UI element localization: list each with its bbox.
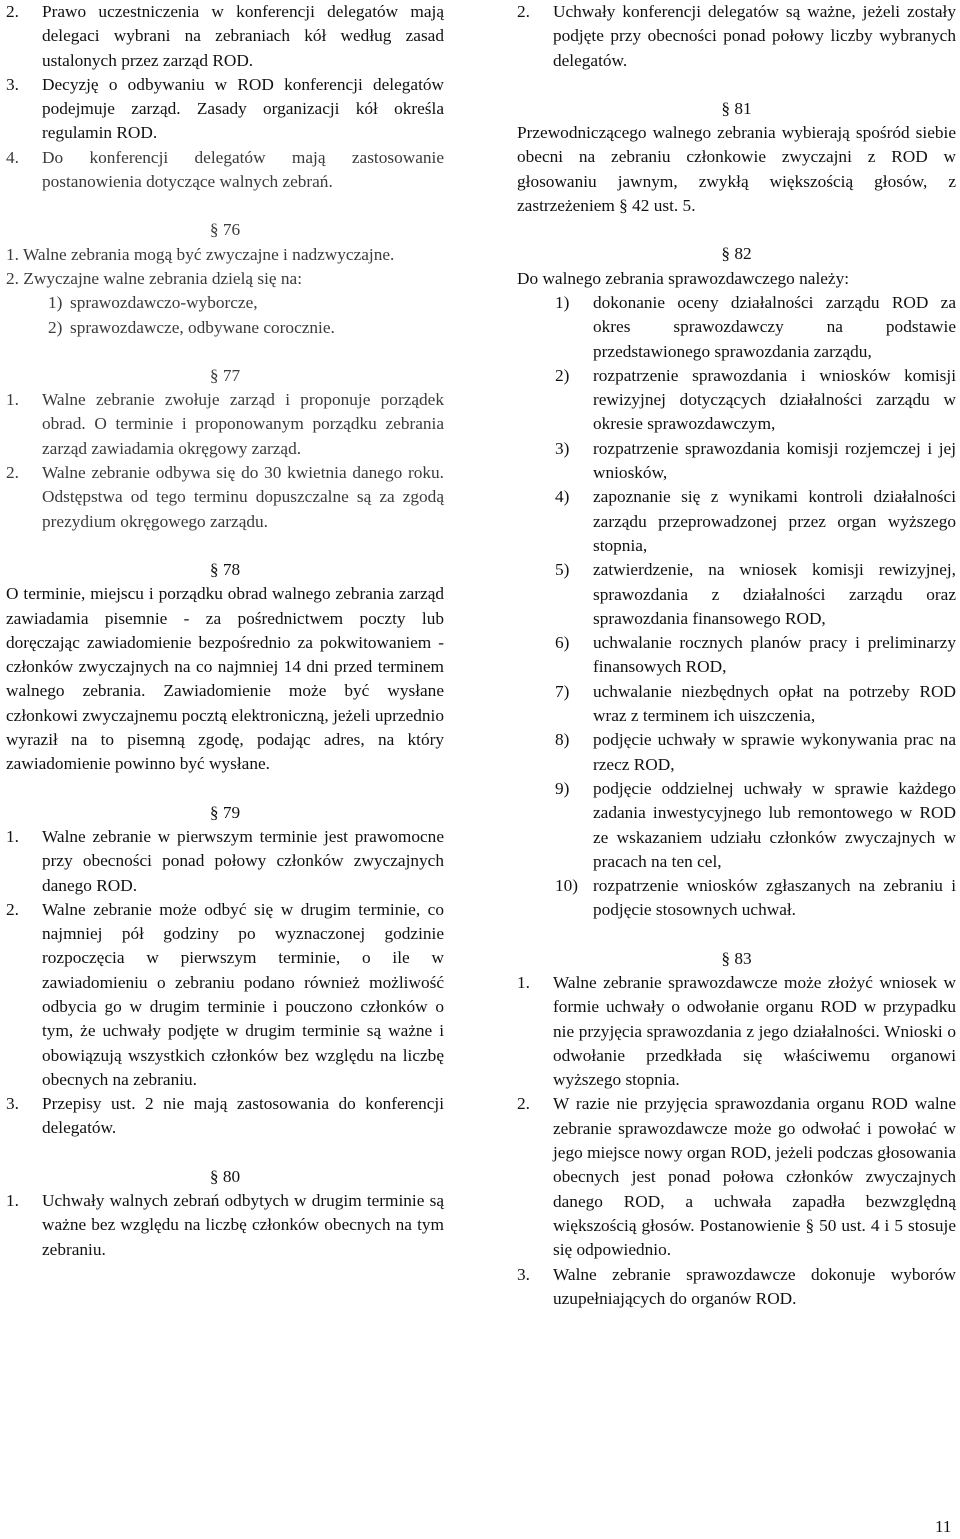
item-number: 1) (48, 293, 63, 313)
section-heading-77: § 77 (209, 365, 241, 385)
list-item (6, 73, 444, 146)
item-number: 4) (555, 487, 570, 507)
section-heading-83: § 83 (721, 948, 752, 968)
item-text: Prawo uczestniczenia w konferencji delegatów mają delegaci wybrani na zebraniach kół według zasad ustalonych przez zarząd ROD. (42, 2, 444, 70)
list-item (517, 680, 956, 729)
item-text: rozpatrzenie sprawozdania komisji rozjemczej i jej wniosków, (593, 438, 956, 483)
item-number: 9) (555, 778, 570, 798)
item-text: podjęcie oddzielnej uchwały w sprawie każdego zadania inwestycyjnego lub remontowego w ROD ze wskazaniem udziału członków zwyczajnych w pracach na ten cel, (593, 778, 956, 871)
list-item (517, 485, 956, 558)
item-text: podjęcie uchwały w sprawie wykonywania prac na rzecz ROD, (593, 730, 956, 774)
item-number: 3. (6, 1094, 19, 1114)
item-number: 2. (6, 899, 19, 919)
list-item (48, 291, 444, 315)
list-item (517, 1263, 956, 1312)
list-item (517, 728, 956, 777)
item-number: 2. (517, 1094, 530, 1114)
paragraph: O terminie, miejscu i porządku obrad walnego zebrania zarząd zawiadamia pisemnie - za pośrednictwem poczty lub doręczając zawiadomienie bezpośrednio za pokwitowaniem - członków zwyczajnych na co najmniej 14 dni przed terminem walnego zebrania. Zawiadomienie może być wysłane członkowi zwyczajnemu pocztą elektroniczną, jeżeli uprzednio wyraził na to pisemną zgodę, podając adres, na który zawiadomienie powinno być wysłane. (6, 584, 444, 774)
section-heading-79: § 79 (209, 802, 241, 822)
list-item (517, 437, 956, 486)
item-number: 8) (555, 730, 570, 750)
item-number: 2. (517, 2, 530, 21)
right-column (517, 0, 956, 1311)
section-heading-82: § 82 (721, 244, 752, 264)
item-text: Walne zebranie w pierwszym terminie jest prawomocne przy obecności ponad połowy członków zwyczajnych danego ROD. (42, 826, 444, 895)
list-item (6, 146, 444, 195)
item-number: 6) (555, 633, 570, 653)
list-item (517, 291, 956, 364)
item-text: Walne zebranie odbywa się do 30 kwietnia danego roku. Odstępstwa od tego terminu dopuszczalne są za zgodą prezydium okręgowego zarządu. (42, 463, 444, 531)
item-text: zatwierdzenie, na wniosek komisji rewizyjnej, sprawozdania z działalności zarządu oraz sprawozdania finansowego ROD, (593, 560, 956, 628)
left-intro-list (6, 0, 444, 194)
section-heading-80: § 80 (209, 1166, 241, 1186)
item-text: Walne zebranie sprawozdawcze może złożyć wniosek w formie uchwały o odwołanie organu ROD w przypadku nie przyjęcia sprawozdania z jego działalności. Wnioski o odwołanie przedkłada się właściwemu organowi wyższego stopnia. (553, 972, 956, 1090)
paragraph: Do walnego zebrania sprawozdawczego należy: (517, 268, 850, 288)
item-number: 1. (6, 1191, 19, 1211)
item-text: uchwalanie rocznych planów pracy i preliminarzy finansowych ROD, (593, 633, 956, 677)
paragraph: Przewodniczącego walnego zebrania wybierają spośród siebie obecni na zebraniu członkowie zwyczajni z ROD w głosowaniu jawnym, zwykłą większością głosów, z zastrzeżeniem § 42 ust. 5. (517, 123, 956, 216)
item-number: 1. (517, 972, 530, 992)
list-item (517, 364, 956, 437)
item-text: Walne zebranie sprawozdawcze dokonuje wyborów uzupełniających do organów ROD. (553, 1264, 956, 1308)
item-text: W razie nie przyjęcia sprawozdania organu ROD walne zebranie sprawozdawcze może go odwołać i powołać w jego miejsce nowy organ ROD, jeżeli podczas głosowania obecnych jest ponad połowa członków zwyczajnych danego ROD, a uchwała zapadła bezwzględną większością głosów. Postanowienie § 50 ust. 4 i 5 stosuje się odpowiednio. (553, 1094, 956, 1260)
item-text: sprawozdawczo-wyborcze, (70, 293, 258, 313)
item-text: Walne zebranie może odbyć się w drugim terminie, co najmniej pół godziny po wyznaczonej godzinie rozpoczęcia w pierwszym terminie, o ile w zawiadomieniu o zebraniu podano również możliwość odbycia go w drugim terminie i pouczono członków o tym, że uchwały podjęte w drugim terminie są ważne i obowiązują wszystkich członków bez względu na liczbę obecnych na zebraniu. (42, 899, 444, 1089)
item-text: Walne zebranie zwołuje zarząd i proponuje porządek obrad. O terminie i proponowanym porządku zebrania zarząd zawiadamia okręgowy zarząd. (42, 390, 444, 458)
item-number: 2. (6, 2, 19, 21)
enumerated-list (517, 291, 956, 923)
section-heading-76: § 76 (209, 220, 241, 240)
page-number: 11 (935, 1517, 952, 1536)
section-heading-78: § 78 (209, 559, 241, 579)
item-number: 5) (555, 560, 570, 580)
list-item (517, 1092, 956, 1262)
item-number: 2) (48, 317, 63, 337)
item-number: 4. (6, 147, 19, 167)
item-number: 3. (6, 74, 19, 94)
list-item (517, 874, 956, 923)
item-number: 7) (555, 681, 570, 701)
paragraph: 2. Zwyczajne walne zebrania dzielą się na: (6, 268, 303, 288)
item-text: rozpatrzenie wniosków zgłaszanych na zebraniu i podjęcie stosownych uchwał. (593, 876, 956, 920)
sub-list (6, 291, 444, 340)
item-text: Uchwały konferencji delegatów są ważne, jeżeli zostały podjęte przy obecności ponad połowy liczby wybranych delegatów. (553, 2, 956, 70)
item-text: dokonanie oceny działalności zarządu ROD za okres sprawozdawczy na podstawie przedstawionego sprawozdania zarządu, (593, 292, 956, 361)
paragraph: 1. Walne zebrania mogą być zwyczajne i nadzwyczajne. (6, 244, 395, 264)
list-item (517, 0, 956, 73)
item-number: 1. (6, 390, 19, 410)
item-number: 3. (517, 1264, 530, 1284)
section-heading-81: § 81 (721, 98, 752, 118)
item-number: 3) (555, 438, 570, 458)
item-number: 2) (555, 365, 570, 385)
left-column (6, 0, 444, 1262)
item-number: 1) (555, 292, 570, 312)
item-number: 10) (555, 876, 579, 896)
list-item (6, 825, 444, 898)
list-item (6, 898, 444, 1092)
item-text: Uchwały walnych zebrań odbytych w drugim terminie są ważne bez względu na liczbę członków obecnych na tym zebraniu. (42, 1191, 444, 1259)
item-text: zapoznanie się z wynikami kontroli działalności zarządu przeprowadzonej przez organ wyższego stopnia, (593, 487, 956, 555)
item-number: 1. (6, 826, 19, 846)
list-item (6, 388, 444, 461)
list-item (6, 461, 444, 534)
list-item (517, 558, 956, 631)
list-item (517, 777, 956, 874)
list-item (6, 0, 444, 73)
list-item (517, 631, 956, 680)
list-item (517, 971, 956, 1092)
item-text: uchwalanie niezbędnych opłat na potrzeby ROD wraz z terminem ich uiszczenia, (593, 681, 956, 726)
item-text: Przepisy ust. 2 nie mają zastosowania do konferencji delegatów. (42, 1094, 444, 1138)
list-item (48, 316, 444, 340)
item-text: Do konferencji delegatów mają zastosowanie postanowienia dotyczące walnych zebrań. (42, 147, 444, 192)
item-text: rozpatrzenie sprawozdania i wniosków komisji rewizyjnej dotyczących działalności zarządu w okresie sprawozdawczym, (593, 365, 956, 434)
item-text: sprawozdawcze, odbywane corocznie. (70, 317, 335, 337)
item-text: Decyzję o odbywaniu w ROD konferencji delegatów podejmuje zarząd. Zasady organizacji kół określa regulamin ROD. (42, 74, 444, 143)
list-item (6, 1092, 444, 1141)
list-item (6, 1189, 444, 1262)
item-number: 2. (6, 463, 19, 483)
